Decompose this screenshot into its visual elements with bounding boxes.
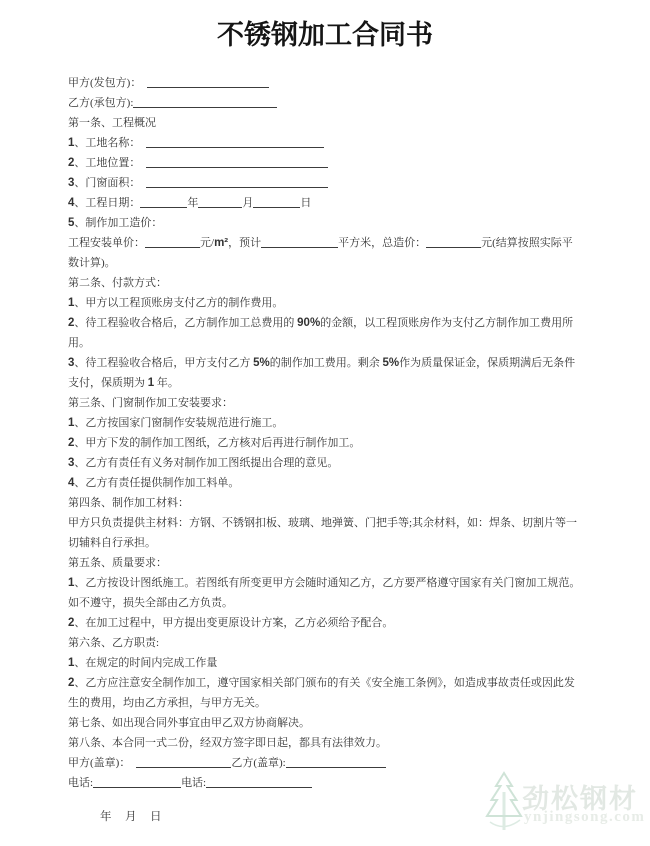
date-year-label: 年 [187, 197, 199, 209]
site-name-line [68, 133, 583, 153]
sign-a-blank [136, 755, 231, 768]
window-area-label: 3、门窗面积： [68, 177, 141, 189]
phone-a-blank [93, 775, 181, 788]
party-a-blank [147, 75, 269, 88]
install-item-1: 1、乙方按国家门窗制作安装规范进行施工。 [68, 417, 284, 429]
signature-line [68, 753, 583, 773]
project-date-line [68, 193, 583, 213]
phone-b-blank [206, 775, 312, 788]
site-name-blank [146, 135, 324, 148]
phone-a-label: 电话: [68, 777, 94, 789]
document-body [68, 73, 583, 793]
date-day-label: 日 [300, 197, 312, 209]
unit-price-line [68, 233, 583, 273]
footer-date-line: 年 月 日 [100, 811, 163, 823]
section-6-heading: 第六条、乙方职责: [68, 637, 160, 649]
unit-price-seg3: 平方米，总造价： [338, 237, 427, 249]
watermark-domain-text: ynjingsong.com [524, 809, 646, 825]
duty-item-2: 2、乙方应注意安全制作加工，遵守国家相关部门颁布的有关《安全施工条例》，如造成事故责任或因此发生的费用，均由乙方承担，与甲方无关。 [68, 677, 575, 709]
document-title: 不锈钢加工合同书 [217, 20, 433, 50]
quality-item-1: 1、乙方按设计图纸施工。若图纸有所变更甲方会随时通知乙方，乙方要严格遵守国家有关门窗加工规范。如不遵守，损失全部由乙方负责。 [68, 577, 581, 609]
sign-a-label: 甲方(盖章)： [68, 757, 131, 769]
install-item-2: 2、甲方下发的制作加工图纸，乙方核对后再进行制作加工。 [68, 437, 361, 449]
unit-price-seg1: 工程安装单价： [68, 237, 145, 249]
site-location-line [68, 153, 583, 173]
install-item-3: 3、乙方有责任有义务对制作加工图纸提出合理的意见。 [68, 457, 339, 469]
materials-body: 甲方只负责提供主材料：方钢、不锈钢扣板、玻璃、地弹簧、门把手等;其余材料，如：焊条、切割片等一切辅料自行承担。 [68, 517, 578, 549]
party-b-blank [133, 95, 277, 108]
window-area-line [68, 173, 583, 193]
section-3-heading: 第三条、门窗制作加工安装要求： [68, 397, 233, 409]
watermark-brand-text: 劲松钢材 [522, 784, 638, 814]
phone-line [68, 773, 583, 793]
project-date-label: 4、工程日期： [68, 197, 141, 209]
site-name-label: 1、工地名称： [68, 137, 141, 149]
sign-b-label: 乙方(盖章): [231, 757, 286, 769]
window-area-blank [146, 175, 328, 188]
party-b-label: 乙方(承包方): [68, 97, 134, 109]
section-2-heading: 第二条、付款方式： [68, 277, 167, 289]
install-item-4: 4、乙方有责任提供制作加工料单。 [68, 477, 240, 489]
party-a-line [68, 73, 583, 93]
date-day-blank [253, 195, 300, 208]
payment-item-1: 1、甲方以工程顶账房支付乙方的制作费用。 [68, 297, 284, 309]
quality-item-2: 2、在加工过程中，甲方提出变更原设计方案，乙方必须给予配合。 [68, 617, 394, 629]
payment-item-3: 3、待工程验收合格后，甲方支付乙方 5%的制作加工费用。剩余 5%作为质量保证金，保质期满后无条件支付，保质期为 1 年。 [68, 357, 576, 389]
unit-price-seg4: 元(结算按照实际平数计算)。 [68, 237, 573, 269]
phone-b-label: 电话: [181, 777, 207, 789]
site-location-blank [146, 155, 328, 168]
section-8-line: 第八条、本合同一式二份，经双方签字即日起，都具有法律效力。 [68, 737, 387, 749]
estimated-area-blank [261, 235, 338, 248]
section-4-heading: 第四条、制作加工材料： [68, 497, 189, 509]
party-b-line [68, 93, 583, 113]
sign-b-blank [286, 755, 386, 768]
unit-price-seg2: 元/m²，预计 [200, 237, 262, 249]
section-7-line: 第七条、如出现合同外事宜由甲乙双方协商解决。 [68, 717, 310, 729]
unit-price-blank [145, 235, 200, 248]
price-heading: 5、制作加工造价： [68, 217, 163, 229]
site-location-label: 2、工地位置： [68, 157, 141, 169]
date-month-blank [198, 195, 242, 208]
total-price-blank [426, 235, 481, 248]
section-5-heading: 第五条、质量要求： [68, 557, 167, 569]
date-month-label: 月 [242, 197, 254, 209]
section-1-heading: 第一条、工程概况 [68, 117, 156, 129]
party-a-label: 甲方(发包方)： [68, 77, 142, 89]
payment-item-2: 2、待工程验收合格后，乙方制作加工总费用的 90%的金额，以工程顶账房作为支付乙方制作加工费用所用。 [68, 317, 574, 349]
date-year-blank [140, 195, 187, 208]
duty-item-1: 1、在规定的时间内完成工作量 [68, 657, 218, 669]
